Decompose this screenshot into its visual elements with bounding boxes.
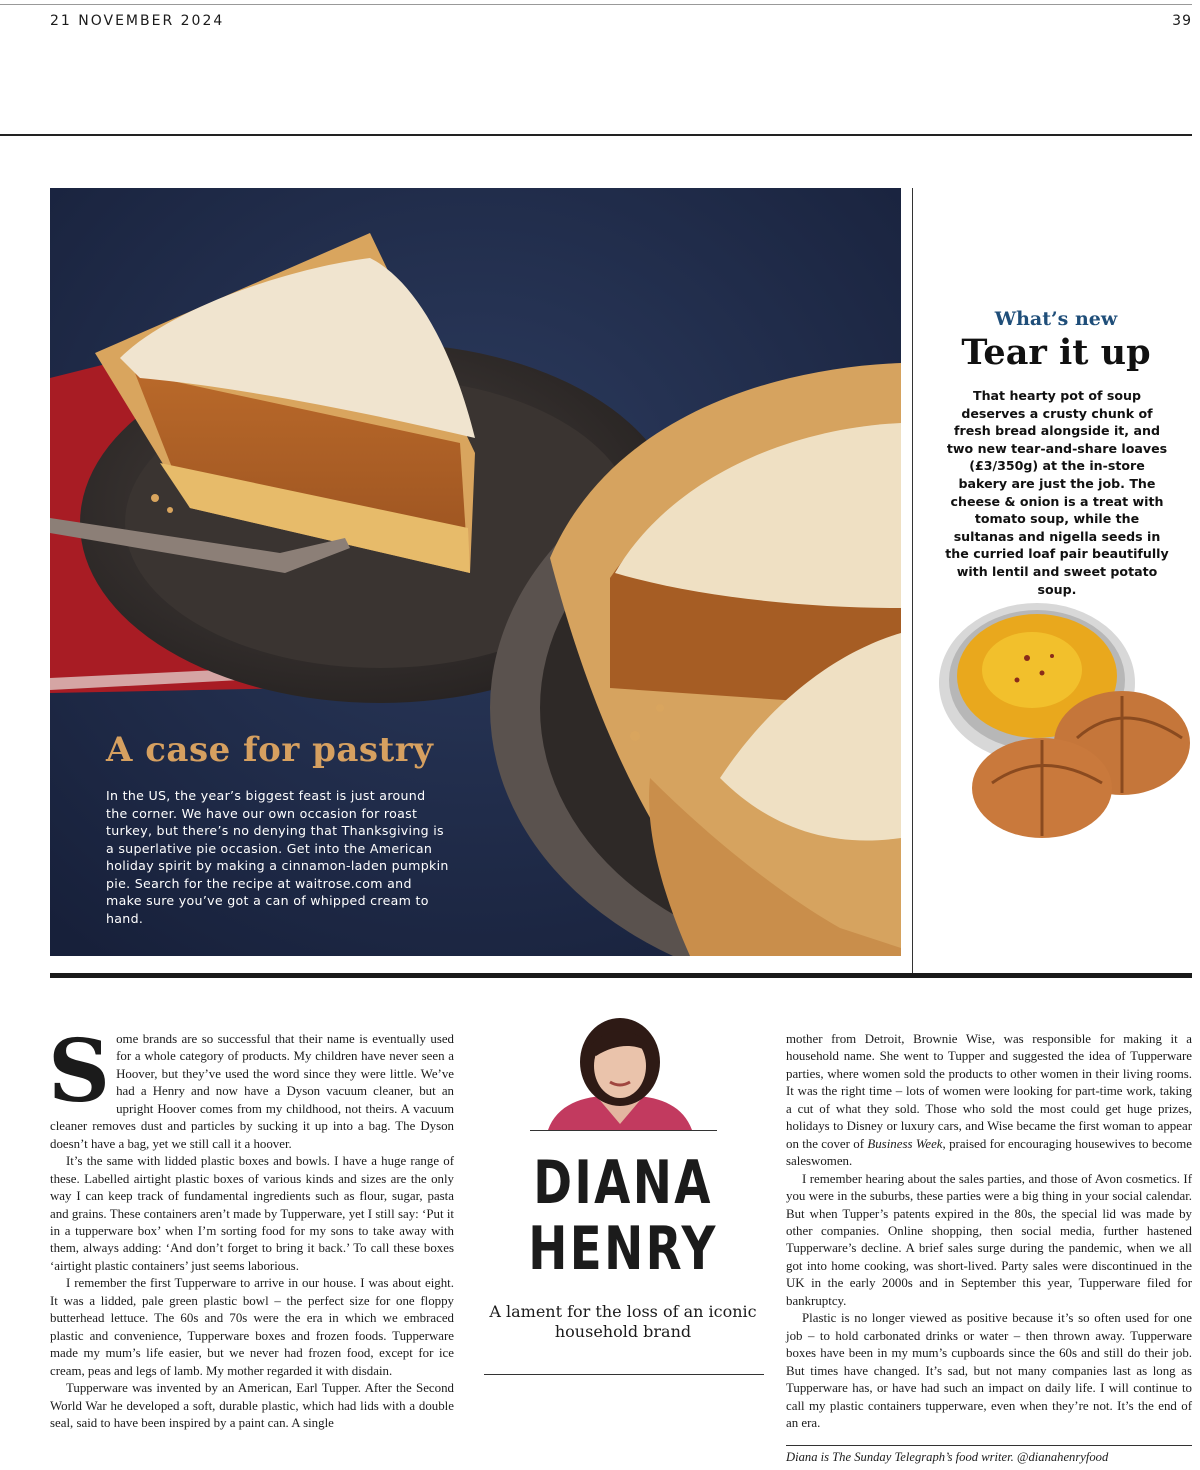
author-bio: Diana is The Sunday Telegraph’s food writer. @dianahenryfood [786, 1450, 1109, 1464]
article-paragraph: ome brands are so successful that their name is eventually used for a whole category of products. My children have never seen a Hoover, but they’ve used the word since they were little. We’ve had a Henry and now have a Dyson vacuum cleaner, but an upright Hoover comes from my childhood, not theirs. A vacuum cleaner removes dust and particles by sucking it up into a bag. The Dyson doesn’t have a bag, yet we still call it a hoover. [50, 1032, 454, 1151]
article-column-2 [786, 1031, 1192, 1432]
issue-date: 21 NOVEMBER 2024 [50, 13, 225, 29]
author-name-line: DIANA [533, 1148, 713, 1218]
article-text: , praised for encouraging housewives to become saleswomen. [786, 1136, 1192, 1169]
author-name [515, 1150, 732, 1282]
article-text: mother from Detroit, Brownie Wise, was responsible for making it a household name. She went to Tupper and suggested the idea of Tupperware parties, where women sold the products to other women in their living rooms. It was the right time – lots of women were looking for part-time work, taking a cut of what they sold. Those who sold the most could get huge prizes, holidays to Disney or luxury cars, and Wise became the first woman to appear on the cover of [786, 1032, 1192, 1151]
byline-rule [530, 1130, 717, 1131]
whats-new-kicker: What’s new [994, 308, 1118, 330]
pastry-title: A case for pastry [106, 730, 434, 770]
author-name-line: HENRY [528, 1214, 718, 1284]
section-rule [50, 973, 1192, 978]
article-paragraph: I remember hearing about the sales parties, and those of Avon cosmetics. If you were in the suburbs, these parties were a big thing in your social calendar. But when Tupper’s patents expired in the 80s, the special lid was made by other companies. Online shopping, then social media, further hastened Tupperware’s decline. A brief sales surge during the pandemic, when we all got into home cooking, was short-lived. Party sales were discontinued in the UK in the early 2000s and in September this year, Tupperware filed for bankruptcy. [786, 1171, 1192, 1308]
drop-cap: S [48, 1021, 111, 1122]
tear-it-up-body: That hearty pot of soup deserves a crusty chunk of fresh bread alongside it, and two new tear-and-share loaves (£3/350g) at the in-store bakery are just the job. The cheese & onion is a treat with tomato soup, while the sultanas and nigella seeds in the curried loaf pair beautifully with lentil and sweet potato soup. [945, 388, 1169, 597]
article-paragraph: I remember the first Tupperware to arrive in our house. I was about eight. It was a lidded, pale green plastic bowl – the perfect size for one floppy butterhead lettuce. The 60s and 70s were the era in which we embraced plastic and convenience, Tupperware boxes and frozen foods. Tupperware made my mum’s life easier, but we never had frozen food, except for ice cream, peas and legs of lamb. My mother regarded it with disdain. [50, 1276, 454, 1378]
article-paragraph: It’s the same with lidded plastic boxes and bowls. I have a huge range of these. Labelled airtight plastic boxes of various kinds and sizes are the only way I can keep track of fundamental ingredients such as flour, sugar, pasta and grains. These containers aren’t made by Tupperware, yet I still say: ‘Put it in a tupperware box’ when I’m sorting food for my sons to take away with them, always adding: ‘And don’t forget to bring it back.’ To call these boxes ‘airtight plastic containers’ just seems laborious. [50, 1154, 454, 1273]
publication-name: Business Week [867, 1136, 943, 1151]
bio-rule [786, 1445, 1192, 1446]
article-strapline: A lament for the loss of an iconic household brand [489, 1302, 757, 1341]
author-photo [548, 1014, 692, 1135]
article-column-1 [48, 1021, 454, 1432]
header-rule [0, 134, 1192, 136]
column-divider [912, 188, 913, 974]
article-paragraph [786, 1031, 1192, 1171]
soup-and-bread-image [932, 598, 1194, 848]
byline-rule [484, 1374, 764, 1375]
article-paragraph: Plastic is no longer viewed as positive because it’s so often used for one job – to hold carbonated drinks or water – then thrown away. Tupperware boxes have been in my mum’s cupboards since the 60s and still do their job. But times have changed. It’s sad, but not many companies last as long as Tupperware has, or have had such an impact on daily life. I will continue to call my plastic containers tupperware, even when they’re not. It’s the end of an era. [786, 1311, 1192, 1430]
pastry-body: In the US, the year’s biggest feast is just around the corner. We have our own occasion for roast turkey, but there’s no denying that Thanksgiving is a superlative pie occasion. Get into the American holiday spirit by making a cinnamon-laden pumpkin pie. Search for the recipe at waitrose.com and make sure you’ve got a can of whipped cream to hand. [106, 788, 449, 926]
top-rule [0, 4, 1192, 5]
tear-it-up-title: Tear it up [961, 332, 1151, 373]
page-number: 39 [1172, 13, 1192, 29]
article-paragraph: Tupperware was invented by an American, Earl Tupper. After the Second World War he developed a soft, durable plastic, which had lids with a double seal, said to have been inspired by a paint can. A single [50, 1381, 454, 1430]
